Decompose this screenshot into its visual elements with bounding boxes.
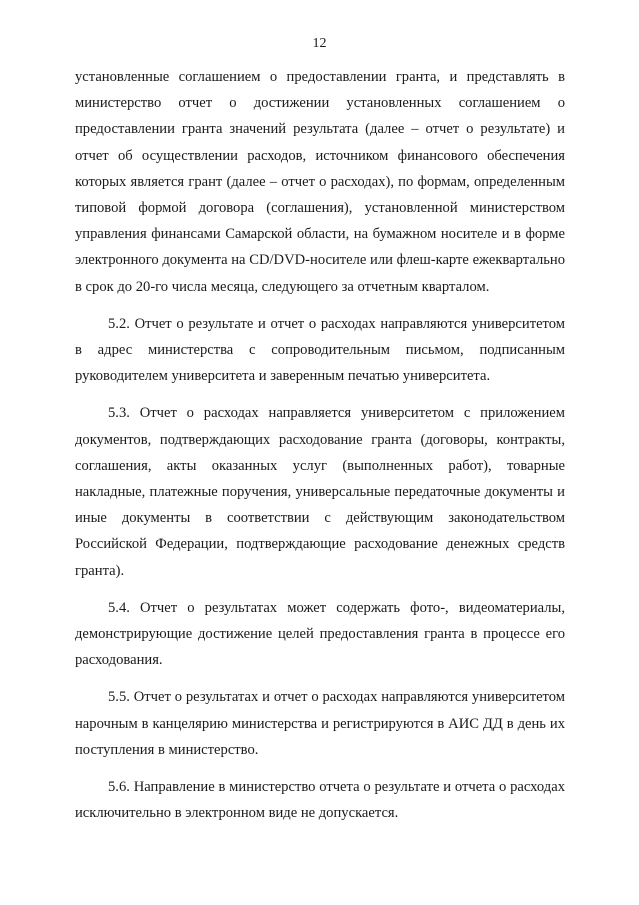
paragraph-5-6: 5.6. Направление в министерство отчета о результате и отчета о расходах исключительно в электронном виде не допускается. [75,779,565,822]
paragraph-continuation: установленные соглашением о предоставлении гранта, и представлять в министерство отчет о достижении установленных соглашением о предоставлении гранта значений результата (далее – отчет о результате) и отчет об осуществлении расходов, источником финансового обеспечения которых является грант (далее – отчет о расходах), по формам, определенным типовой формой договора (соглашения), установленной министерством управления финансами Самарской области, на бумажном носителе и в форме электронного документа на CD/DVD-носителе или флеш-карте ежеквартально в срок до 20-го числа месяца, следующего за отчетным кварталом. [75,69,565,295]
paragraph-5-4: 5.4. Отчет о результатах может содержать фото-, видеоматериалы, демонстрирующие достижение целей предоставления гранта в процессе его расходования. [75,599,565,669]
paragraph-5-3: 5.3. Отчет о расходах направляется университетом с приложением документов, подтверждающих расходование гранта (договоры, контракты, соглашения, акты оказанных услуг (выполненных работ), товарные накладные, платежные поручения, универсальные передаточные документы и иные документы в соответствии с действующим законодательством Российской Федерации, подтверждающие расходование денежных средств гранта). [75,405,565,579]
paragraph-5-2: 5.2. Отчет о результате и отчет о расходах направляются университетом в адрес министерства с сопроводительным письмом, подписанным руководителем университета и заверенным печатью университета. [75,315,565,385]
page-number: 12 [312,36,327,51]
paragraph-5-5: 5.5. Отчет о результатах и отчет о расходах направляются университетом нарочным в канцелярию министерства и регистрируются в АИС ДД в день их поступления в министерство. [75,689,565,758]
document-body [75,64,565,837]
